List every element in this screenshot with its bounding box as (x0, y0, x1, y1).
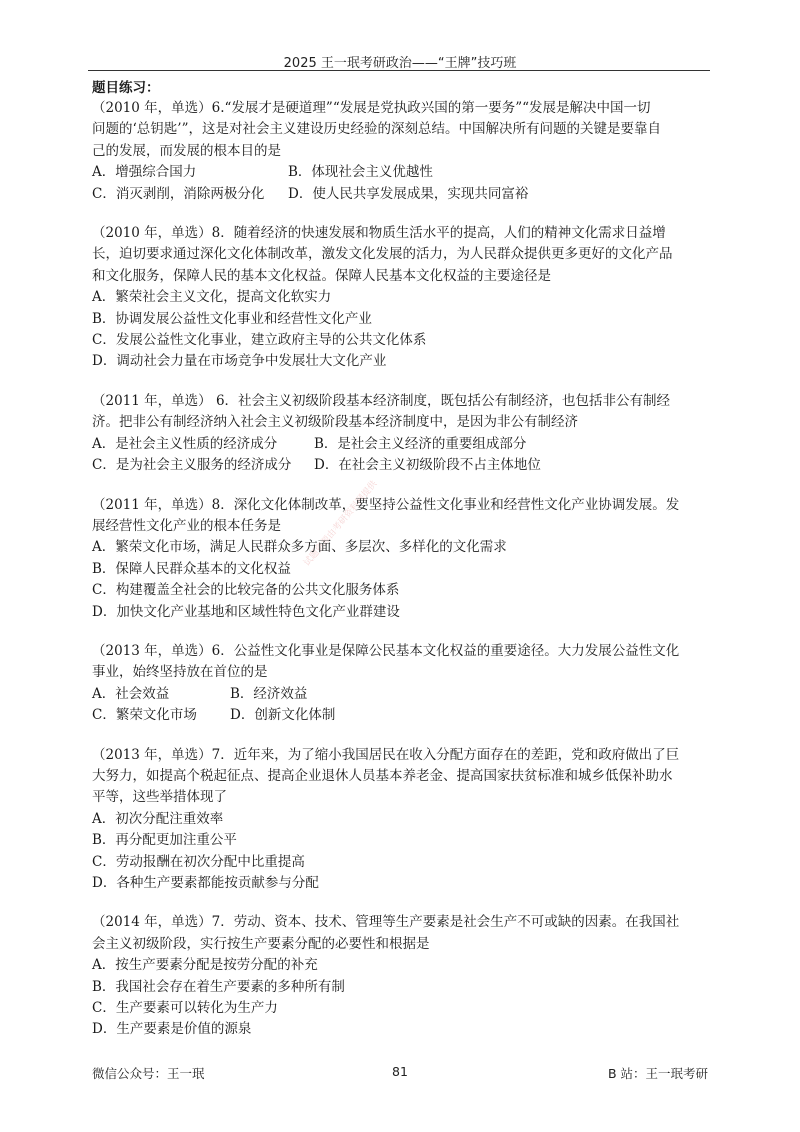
question-line: 问题的‘总钥匙’”，这是对社会主义建设历史经验的深刻总结。中国解决所有问题的关键是要靠自 (92, 121, 661, 138)
option-c: C．生产要素可以转化为生产力 (92, 1000, 278, 1017)
question-line: 大努力，如提高个税起征点、提高企业退休人员基本养老金、提高国家扶贫标准和城乡低保补助水 (92, 767, 673, 784)
option-c: C．是为社会主义服务的经济成分 (92, 457, 292, 474)
page-number: 81 (392, 1064, 408, 1079)
option-a: A．是社会主义性质的经济成分 (92, 435, 278, 452)
question-line: （2013 年，单选）6．公益性文化事业是保障公民基本文化权益的重要途径。大力发展公益性文化 (92, 642, 680, 659)
option-d: D．各种生产要素都能按贡献参与分配 (92, 875, 319, 891)
option-b: B．体现社会主义优越性 (288, 164, 433, 181)
question-line: 长，迫切要求通过深化文化体制改革，激发文化发展的活力，为人民群众提供更多更好的文化产品 (92, 246, 673, 263)
question-line: 事业，始终坚持放在首位的是 (92, 664, 268, 681)
question-line: 平等，这些举措体现了 (92, 789, 227, 806)
footer-wechat: 微信公众号：王一珉 (92, 1066, 205, 1081)
option-a: A．繁荣文化市场，满足人民群众多方面、多层次、多样化的文化需求 (92, 539, 507, 556)
option-row (92, 705, 712, 726)
page-header: 2025 王一珉考研政治——“王牌”技巧班 (283, 56, 517, 71)
question-1 (92, 98, 712, 205)
option-row (92, 434, 712, 455)
option-d: D．在社会主义初级阶段不占主体地位 (314, 457, 541, 474)
question-line: （2013 年，单选）7．近年来，为了缩小我国居民在收入分配方面存在的差距，党和政府做出了巨 (92, 746, 680, 763)
option-row (92, 162, 712, 183)
option-d: D．加快文化产业基地和区域性特色文化产业群建设 (92, 603, 400, 620)
option-row (92, 184, 712, 205)
option-b: B．是社会主义经济的重要组成部分 (314, 435, 527, 452)
option-a: A．按生产要素分配是按劳分配的补充 (92, 957, 318, 974)
question-line: 济。把非公有制经济纳入社会主义初级阶段基本经济制度中，是因为非公有制经济 (92, 414, 578, 431)
question-5 (92, 641, 712, 727)
option-d: D．使人民共享发展成果，实现共同富裕 (288, 185, 529, 202)
page-content (92, 78, 712, 1059)
question-line: 会主义初级阶段，实行按生产要素分配的必要性和根据是 (92, 935, 430, 952)
option-c: C．劳动报酬在初次分配中比重提高 (92, 853, 305, 870)
option-c: C．繁荣文化市场 (92, 707, 197, 724)
option-d: D．生产要素是价值的源泉 (92, 1021, 252, 1038)
question-3 (92, 391, 712, 477)
option-c: C．构建覆盖全社会的比较完备的公共文化服务体系 (92, 582, 400, 599)
option-a: A．初次分配注重效率 (92, 810, 224, 827)
question-6 (92, 745, 712, 895)
option-d: D．调动社会力量在市场竞争中发展壮大文化产业 (92, 353, 387, 370)
option-row (92, 455, 712, 476)
question-4 (92, 495, 712, 623)
option-b: B．经济效益 (230, 685, 308, 702)
question-line: （2010 年，单选）6.“发展才是硬道理”“发展是党执政兴国的第一要务”“发展是解决中国一切 (92, 100, 651, 116)
option-b: B．保障人民群众基本的文化权益 (92, 560, 291, 577)
option-a: A．繁荣社会主义文化，提高文化软实力 (92, 289, 332, 306)
option-d: D．创新文化体制 (230, 707, 336, 724)
question-line: 己的发展，而发展的根本目的是 (92, 142, 281, 159)
question-line: （2011 年，单选）8．深化文化体制改革，要坚持公益性文化事业和经营性文化产业协调发展。发 (92, 496, 680, 513)
option-row (92, 684, 712, 705)
question-7 (92, 912, 712, 1040)
question-line: 展经营性文化产业的根本任务是 (92, 517, 281, 534)
option-b: B．我国社会存在着生产要素的多种所有制 (92, 978, 345, 995)
option-a: A．社会效益 (92, 685, 170, 702)
option-b: B．协调发展公益性文化事业和经营性文化产业 (92, 310, 372, 327)
option-c: C．消灭剥削，消除两极分化 (92, 185, 265, 202)
page-footer (92, 1064, 708, 1084)
watermark: 试题资源由考研资料网提供 (302, 479, 380, 569)
footer-bilibili: B 站：王一珉考研 (607, 1066, 708, 1081)
question-line: （2011 年，单选） 6．社会主义初级阶段基本经济制度，既包括公有制经济，也包括非公有制经 (92, 392, 671, 409)
question-line: （2014 年，单选）7．劳动、资本、技术、管理等生产要素是社会生产不可或缺的因素。在我国社 (92, 914, 680, 931)
option-a: A．增强综合国力 (92, 164, 197, 181)
question-2 (92, 223, 712, 373)
section-title: 题目练习： (92, 80, 160, 96)
question-line: （2010 年，单选）8．随着经济的快速发展和物质生活水平的提高，人们的精神文化需求日益增 (92, 225, 666, 242)
option-b: B．再分配更加注重公平 (92, 832, 237, 849)
option-c: C．发展公益性文化事业，建立政府主导的公共文化体系 (92, 332, 427, 349)
header-rule (88, 70, 710, 71)
question-line: 和文化服务，保障人民的基本文化权益。保障人民基本文化权益的主要途径是 (92, 267, 551, 284)
